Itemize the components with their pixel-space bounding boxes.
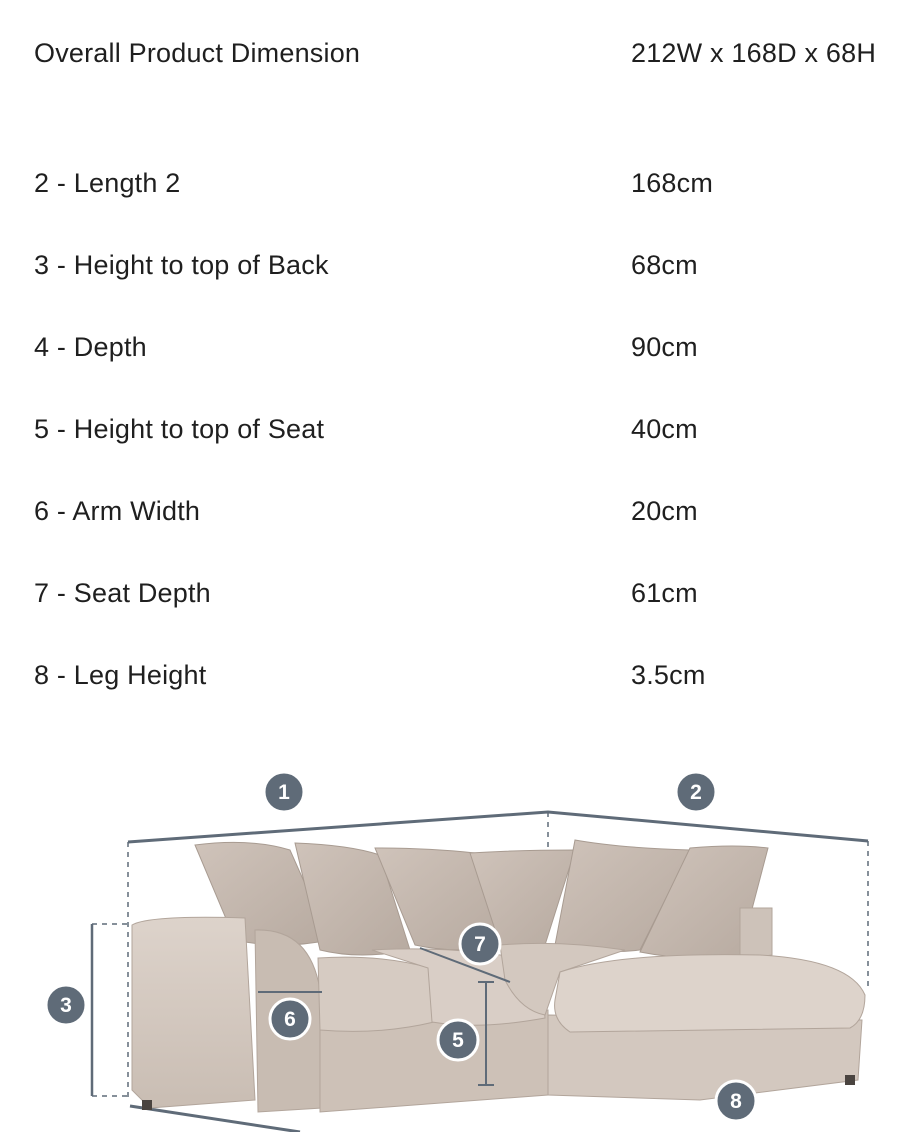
marker-label: 1 xyxy=(278,781,290,804)
seat-cushions xyxy=(318,943,865,1032)
spec-label: 7 - Seat Depth xyxy=(34,578,211,608)
marker-label: 8 xyxy=(730,1090,742,1113)
marker-badge-5 xyxy=(438,1020,478,1060)
marker-label: 2 xyxy=(690,781,702,804)
right-back-panel xyxy=(740,908,772,960)
spec-value: 20cm xyxy=(631,496,698,526)
spec-value: 40cm xyxy=(631,414,698,444)
spec-value: 168cm xyxy=(631,168,714,198)
marker-label: 3 xyxy=(60,994,72,1017)
spec-value: 3.5cm xyxy=(631,660,706,690)
marker-label: 5 xyxy=(452,1029,464,1052)
spec-label: 6 - Arm Width xyxy=(34,496,201,526)
marker-label: 6 xyxy=(284,1008,296,1031)
spec-label: 4 - Depth xyxy=(34,332,147,362)
marker-badge-8 xyxy=(716,1081,756,1121)
sofa-dimension-diagram xyxy=(0,740,920,1132)
marker-badge-7 xyxy=(460,924,500,964)
marker-label: 7 xyxy=(474,933,486,956)
spec-value: 61cm xyxy=(631,578,698,608)
spec-label: 5 - Height to top of Seat xyxy=(34,414,325,444)
marker-badge-2 xyxy=(676,772,716,812)
spec-label: 2 - Length 2 xyxy=(34,168,181,198)
spec-label: 3 - Height to top of Back xyxy=(34,250,329,280)
spec-value: 68cm xyxy=(631,250,698,280)
spec-value: 212W x 168D x 68H xyxy=(631,38,877,68)
marker-badge-3 xyxy=(46,985,86,1025)
spec-label: Overall Product Dimension xyxy=(34,38,361,68)
marker-badge-6 xyxy=(270,999,310,1039)
spec-value: 90cm xyxy=(631,332,698,362)
marker-badge-1 xyxy=(264,772,304,812)
spec-label: 8 - Leg Height xyxy=(34,660,207,690)
